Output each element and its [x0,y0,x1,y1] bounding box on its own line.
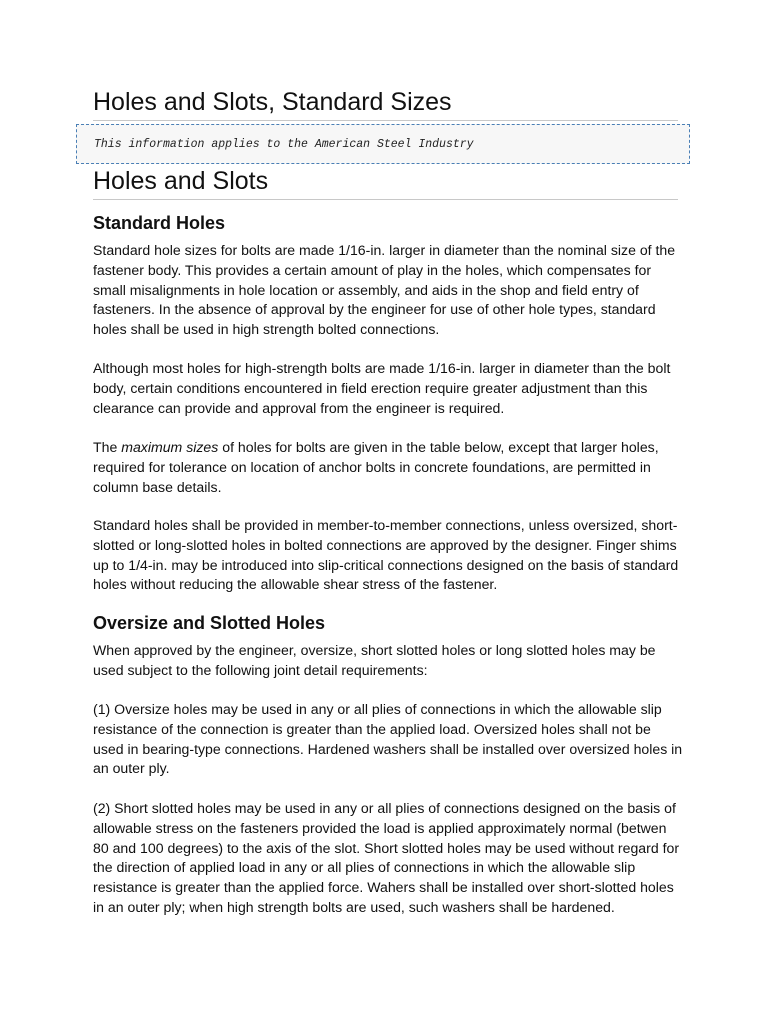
oversize-slotted-paragraph-3: (2) Short slotted holes may be used in any or all plies of connections designed on the basis of allowable stress on the fasteners provided the load is applied approximately normal (betwen 80 and 100 degrees) to the axis of the slot. Short slotted holes may be used without regard for the direction of applied load in any or all plies of connections in which the allowable slip resistance is greater than the applied force. Wahers shall be installed over short-slotted holes in an outer ply; when high strength bolts are used, such washers shall be hardened. [93,800,680,915]
paragraph-text: of holes for bolts are given in the table below, except that larger holes, required for tolerance on location of anchor bolts in concrete foundations, are permitted in column base details. [93,439,659,495]
section-divider [93,199,678,200]
standard-holes-paragraph-4: Standard holes shall be provided in member-to-member connections, unless oversized, short-slotted or long-slotted holes in bolted connections are approved by the designer. Finger shims up to 1/4-in. may be introduced into slip-critical connections designed on the basis of standard holes without reducing the allowable shear stress of the fastener. [93,517,679,593]
oversize-slotted-paragraph-2: (1) Oversize holes may be used in any or all plies of connections in which the allowable slip resistance of the connection is greater than the applied load. Oversized holes shall not be used in bearing-type connections. Hardened washers shall be installed over oversized holes in an outer ply. [93,701,683,777]
standard-holes-heading: Standard Holes [93,213,226,233]
page-title: Holes and Slots, Standard Sizes [93,88,452,116]
oversize-slotted-paragraph-1: When approved by the engineer, oversize, short slotted holes or long slotted holes may be used subject to the following joint detail requirements: [93,642,656,678]
standard-holes-paragraph-3 [93,438,683,497]
paragraph-text: The [93,439,122,455]
title-divider [93,120,678,121]
info-note-text: This information applies to the American Steel Industry [94,138,474,151]
section-title: Holes and Slots [93,167,269,195]
standard-holes-paragraph-2: Although most holes for high-strength bolts are made 1/16-in. larger in diameter than the bolt body, certain conditions encountered in field erection require greater adjustment than this clearance can provide and approval from the engineer is required. [93,360,671,416]
standard-holes-paragraph-1: Standard hole sizes for bolts are made 1/16-in. larger in diameter than the nominal size of the fastener body. This provides a certain amount of play in the holes, which compensates for small misalignments in hole location or assembly, and aids in the shop and field entry of fasteners. In the absence of approval by the engineer for use of other hole types, standard holes shall be used in high strength bolted connections. [93,242,676,338]
oversize-slotted-heading: Oversize and Slotted Holes [93,613,326,633]
info-note-box [76,124,690,164]
emphasis-text: maximum sizes [121,439,219,455]
